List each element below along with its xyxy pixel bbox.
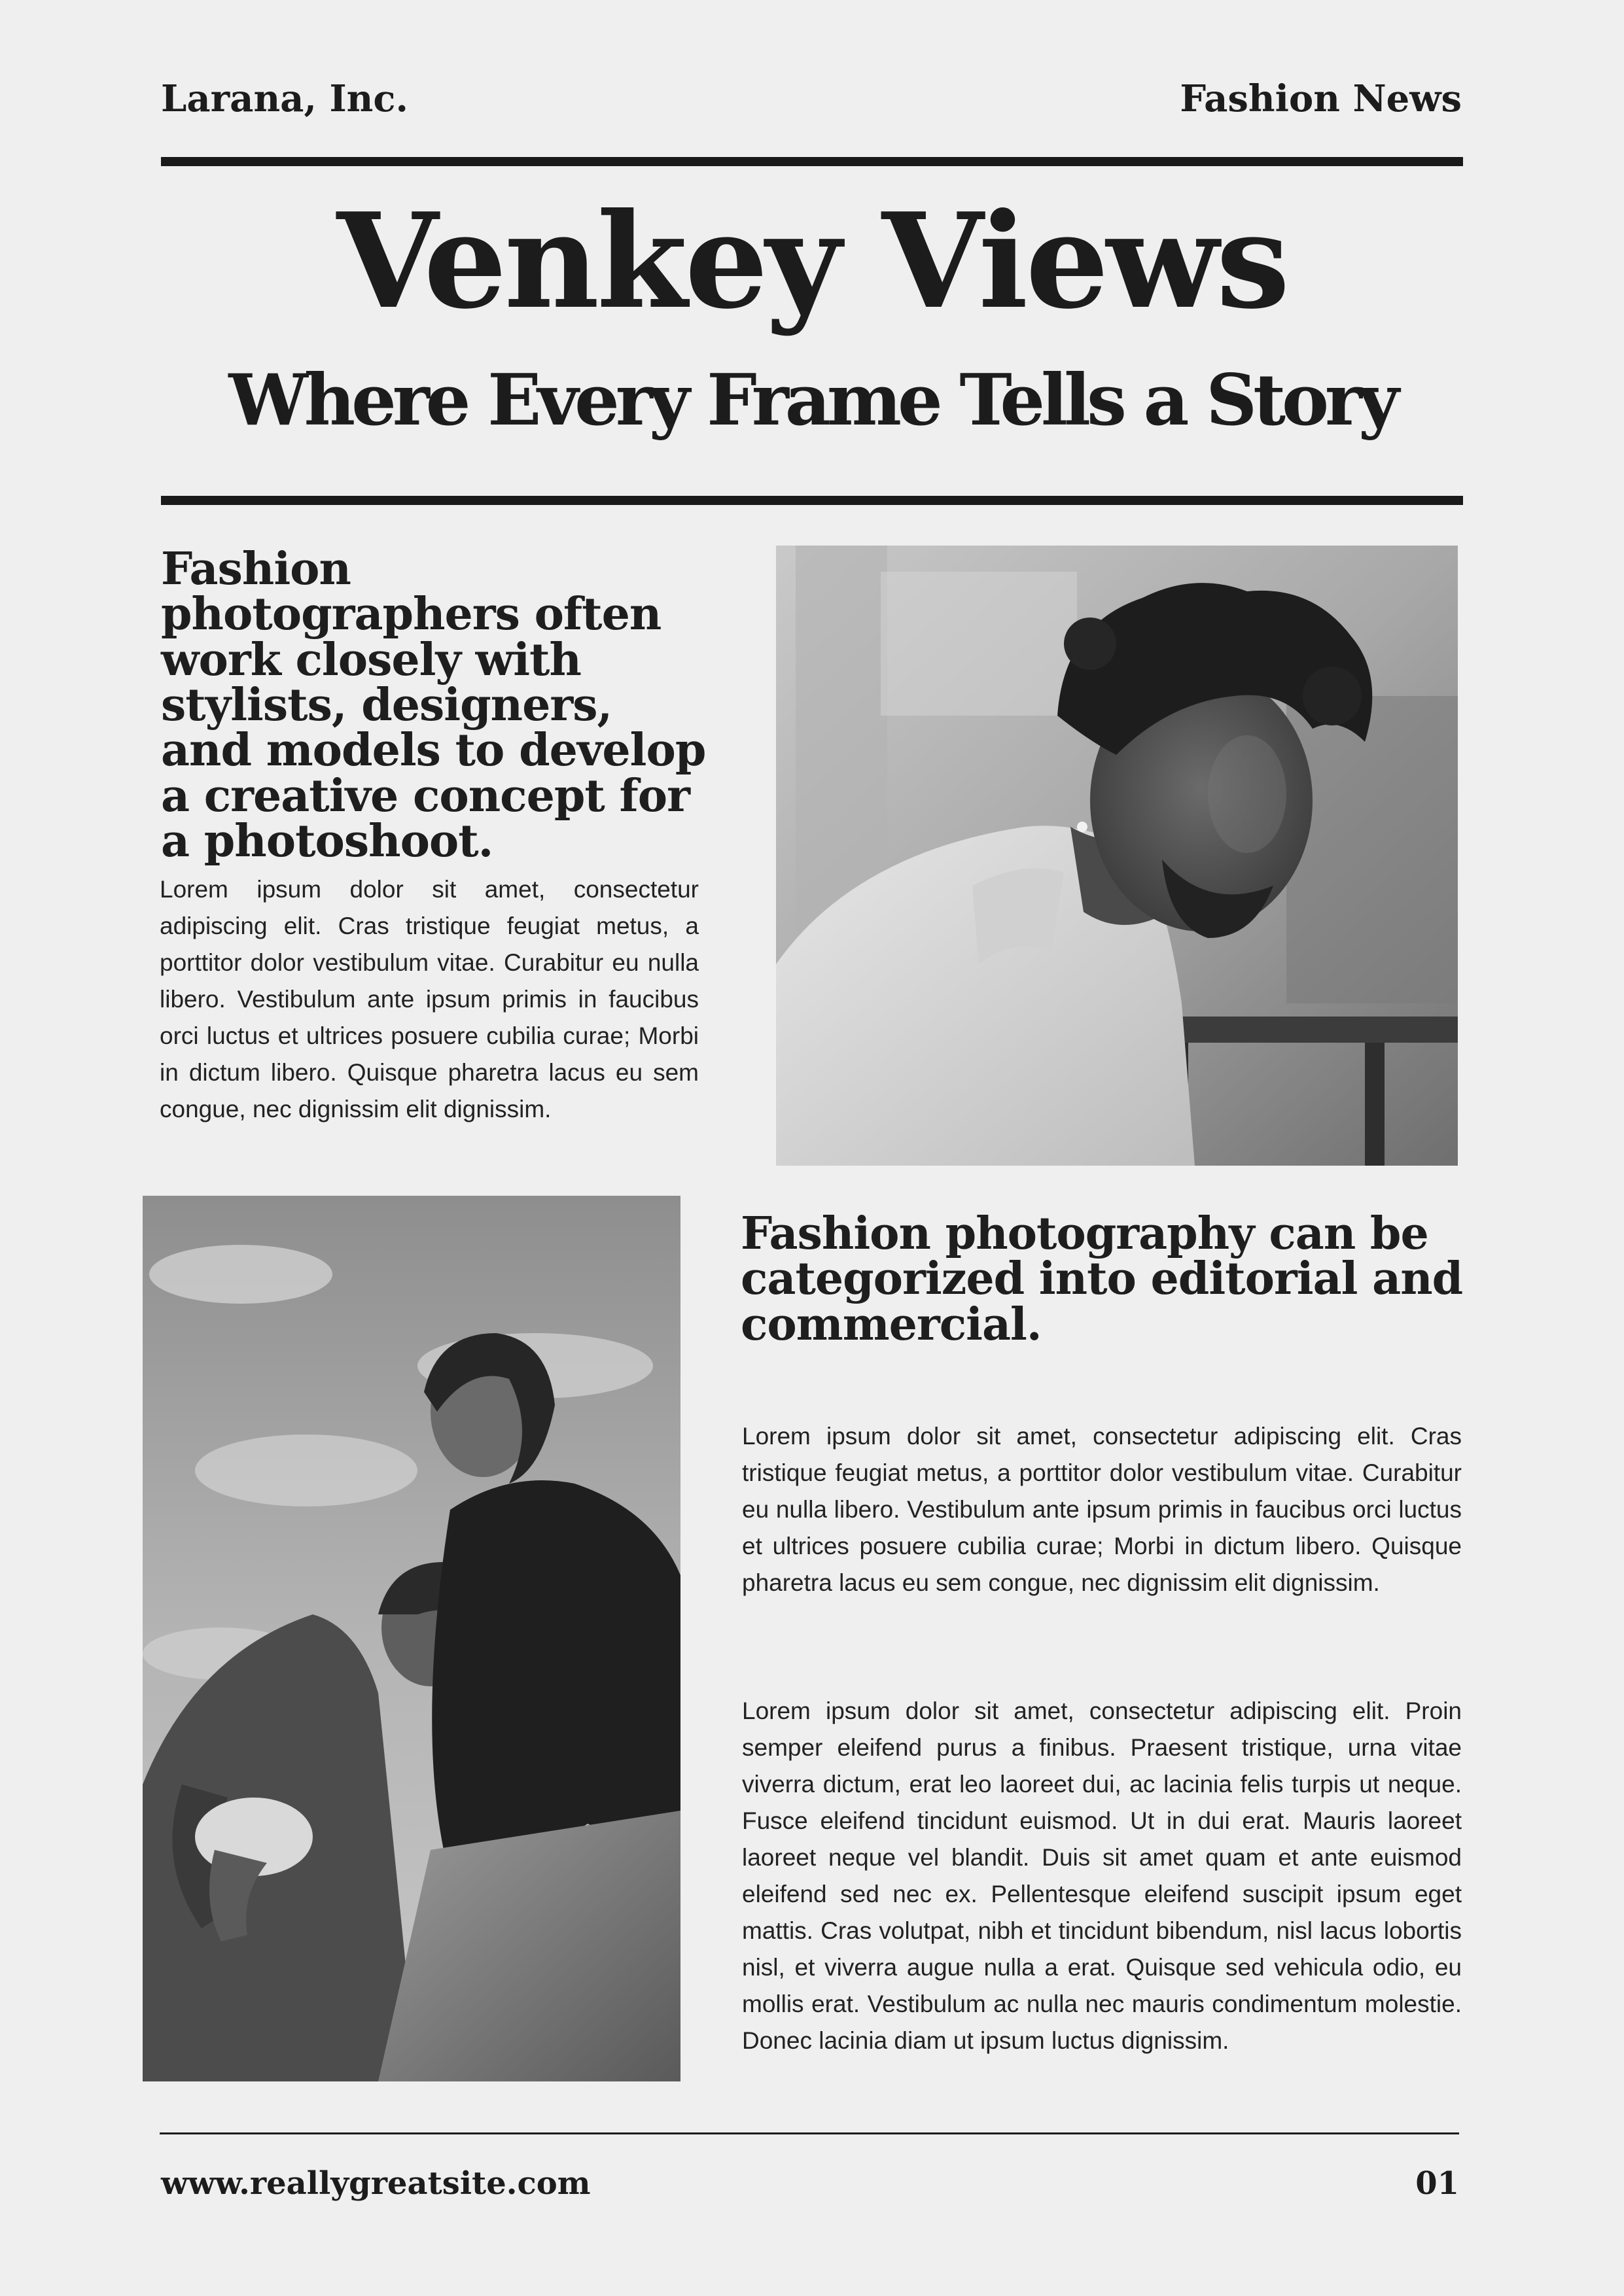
masthead-tagline: Where Every Frame Tells a Story — [228, 359, 1396, 442]
article1-headline: Fashion photographers often work closely with stylists, designers, and models to develop a creative concept for a photoshoot. — [161, 543, 706, 868]
website-link[interactable]: www.reallygreatsite.com — [161, 2165, 591, 2202]
page-number: 01 — [1415, 2165, 1459, 2202]
masthead-title: Venkey Views — [336, 184, 1288, 338]
fashion-photo-models — [143, 1196, 680, 2081]
article2-headline: Fashion photography can be categorized into editorial and commercial. — [741, 1208, 1463, 1351]
section-name: Fashion News — [1180, 77, 1462, 120]
article2-body-1: Lorem ipsum dolor sit amet, consectetur adipiscing elit. Cras tristique feugiat metus, a porttitor dolor vestibulum vitae. Curabitur eu nulla libero. Vestibulum ante ipsum primis in faucibus orci luctus et ultrices posuere cubilia curae; Morbi in dictum libero. Quisque pharetra lacus eu sem congue, nec dignissim elit dignissim. — [742, 1423, 1462, 1596]
company-name: Larana, Inc. — [161, 77, 408, 120]
top-rule — [161, 157, 1463, 166]
article2-body-2: Lorem ipsum dolor sit amet, consectetur adipiscing elit. Proin semper eleifend purus a finibus. Praesent tristique, urna vitae viverra dictum, erat leo laoreet dui, ac lacinia felis turpis ut neque. Fusce eleifend tincidunt euismod. Ut in dui erat. Mauris laoreet laoreet neque vel blandit. Duis sit amet quam et ante euismod eleifend sed nec ex. Pellentesque eleifend suscipit ipsum eget mattis. Cras volutpat, nibh et tincidunt bibendum, nisl lacus lobortis nisl, et viverra augue nulla a erat. Quisque sed vehicula odio, eu mollis erat. Vestibulum ac nulla nec mauris condimentum molestie. Donec lacinia diam ut ipsum luctus dignissim. — [742, 1697, 1462, 2054]
article1-body: Lorem ipsum dolor sit amet, consectetur adipiscing elit. Cras tristique feugiat metus, a porttitor dolor vestibulum vitae. Curabitur eu nulla libero. Vestibulum ante ipsum primis in faucibus orci luctus et ultrices posuere cubilia curae; Morbi in dictum libero. Quisque pharetra lacus eu sem congue, nec dignissim elit dignissim. — [160, 876, 699, 1122]
masthead-bottom-rule — [161, 496, 1463, 505]
footer-rule — [160, 2132, 1459, 2134]
portrait-photo-man — [776, 546, 1458, 1166]
